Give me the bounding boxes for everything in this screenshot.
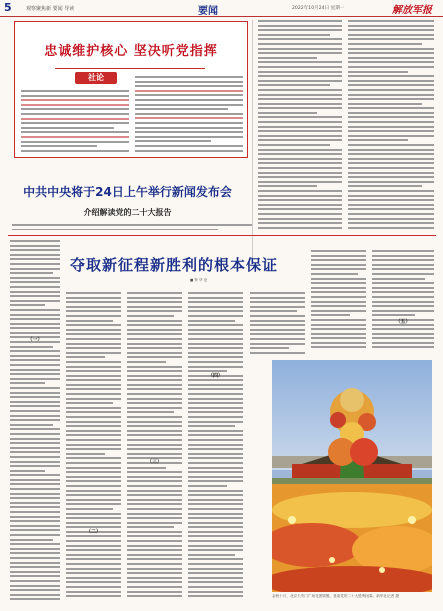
editorial-box [14,21,248,158]
section-divider [8,235,436,236]
body-column-6 [311,250,366,354]
page-number: 5 [4,1,12,14]
news-headline: 中共中央将于24日上午举行新闻发布会 [23,185,232,199]
date-line: 2022年10月24日 星期一 [292,6,345,11]
body-column-5 [250,292,305,354]
photo-caption: 金秋十月，北京天安门广场花团锦簇，喜迎党的二十大胜利闭幕。新华社记者 摄 [272,594,399,598]
section-mark-3: （三） [146,459,162,465]
page-header [0,0,443,17]
body-column-3 [127,292,182,600]
divider [55,68,205,69]
section-mark-4: （四） [207,373,223,379]
feature-title: 夺取新征程新胜利的根本保证 [70,256,279,274]
editorial-text-col1 [21,90,129,154]
body-column-1 [10,240,60,600]
feature-byline: ■ 钟 华 论 [190,278,208,282]
body-column-4 [188,292,243,600]
section-label: 观察聚焦新 要闻 导读 [26,6,75,12]
body-column-2 [66,292,121,600]
column-rule [252,20,253,260]
editorial-tag: 社论 [75,72,117,84]
column-name: 要闻 [198,6,218,17]
section-mark-5: （五） [395,319,411,325]
news-lead-text [12,224,252,230]
editorial-text-col2 [135,76,243,154]
news-subheadline: 介绍解读党的二十大报告 [83,207,172,217]
editorial-text-col4 [348,20,434,252]
editorial-title: 忠诚维护核心 坚决听党指挥 [44,44,218,59]
tiananmen-photo [272,360,432,592]
body-column-7 [372,250,434,354]
section-mark-1: （一） [27,337,43,343]
masthead-logo: 解放军报 [392,5,432,16]
section-mark-2: （二） [85,529,101,535]
editorial-text-col3 [258,20,342,252]
